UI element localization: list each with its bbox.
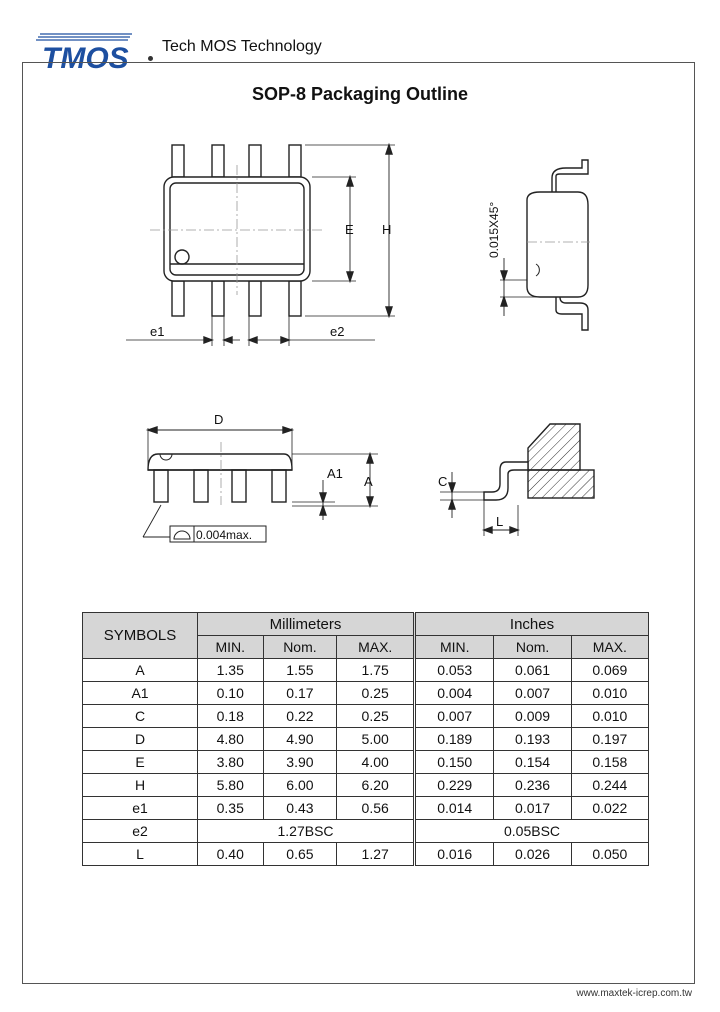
table-cell: 0.007 [415, 705, 494, 728]
label-E: E [345, 222, 354, 237]
sub-header: MIN. [198, 636, 264, 659]
table-cell: 1.35 [198, 659, 264, 682]
symbols-header: SYMBOLS [83, 613, 198, 659]
table-cell: 0.193 [494, 728, 571, 751]
label-e2: e2 [330, 324, 345, 339]
table-cell: 0.197 [571, 728, 648, 751]
company-name: Tech MOS Technology [162, 38, 322, 55]
table-cell: 5.00 [337, 728, 415, 751]
table-cell: 0.40 [198, 843, 264, 866]
end-view [500, 160, 590, 330]
label-chamfer: 0.015X45° [487, 201, 501, 258]
lead-detail [440, 424, 594, 536]
table-cell: 4.00 [337, 751, 415, 774]
table-row [83, 682, 649, 705]
top-view [126, 145, 395, 346]
label-D: D [214, 412, 224, 427]
table-cell: 0.022 [571, 797, 648, 820]
table-cell: 6.20 [337, 774, 415, 797]
table-cell: 4.90 [263, 728, 337, 751]
table-cell: 0.236 [494, 774, 571, 797]
table-cell: 0.25 [337, 705, 415, 728]
table-row [83, 751, 649, 774]
table-cell: 1.75 [337, 659, 415, 682]
table-cell: 0.229 [415, 774, 494, 797]
table-row [83, 728, 649, 751]
footer-url: www.maxtek-icrep.com.tw [576, 988, 692, 999]
table-cell: 0.004 [415, 682, 494, 705]
table-cell: 0.05BSC [415, 820, 649, 843]
table-cell: 0.25 [337, 682, 415, 705]
table-cell: 0.65 [263, 843, 337, 866]
label-L: L [496, 514, 504, 529]
table-cell: D [83, 728, 198, 751]
table-cell: E [83, 751, 198, 774]
table-row [83, 705, 649, 728]
label-A: A [364, 474, 373, 489]
table-cell: 0.017 [494, 797, 571, 820]
millimeters-header: Millimeters [198, 613, 415, 636]
table-cell: 0.17 [263, 682, 337, 705]
table-cell: 0.244 [571, 774, 648, 797]
table-cell: 0.026 [494, 843, 571, 866]
table-cell: 0.007 [494, 682, 571, 705]
table-cell: 0.56 [337, 797, 415, 820]
label-coplanarity: 0.004max. [196, 528, 253, 542]
table-cell: 0.010 [571, 705, 648, 728]
table-cell: 0.050 [571, 843, 648, 866]
table-row [83, 774, 649, 797]
dimension-table [82, 612, 649, 866]
sub-header: Nom. [494, 636, 571, 659]
label-A1: A1 [327, 466, 343, 481]
table-cell: 0.061 [494, 659, 571, 682]
table-cell: 0.053 [415, 659, 494, 682]
table-cell: 0.35 [198, 797, 264, 820]
table-cell: e2 [83, 820, 198, 843]
table-cell: 0.010 [571, 682, 648, 705]
table-cell: A [83, 659, 198, 682]
table-cell: 3.80 [198, 751, 264, 774]
label-H: H [382, 222, 392, 237]
table-row [83, 659, 649, 682]
table-cell: 0.150 [415, 751, 494, 774]
table-cell: 0.016 [415, 843, 494, 866]
table-cell: 0.189 [415, 728, 494, 751]
logo-text: TMOS [42, 42, 129, 74]
table-cell: 0.43 [263, 797, 337, 820]
sub-header: Nom. [263, 636, 337, 659]
table-cell: 0.18 [198, 705, 264, 728]
table-cell: 4.80 [198, 728, 264, 751]
sub-header: MAX. [337, 636, 415, 659]
table-cell: A1 [83, 682, 198, 705]
table-cell: 0.154 [494, 751, 571, 774]
label-e1: e1 [150, 324, 165, 339]
table-cell: 0.069 [571, 659, 648, 682]
table-cell: 0.009 [494, 705, 571, 728]
table-cell: 0.158 [571, 751, 648, 774]
table-cell: 1.55 [263, 659, 337, 682]
front-view [143, 427, 378, 542]
table-cell: e1 [83, 797, 198, 820]
table-row [83, 843, 649, 866]
table-cell: 6.00 [263, 774, 337, 797]
page-title: SOP-8 Packaging Outline [251, 84, 469, 104]
sub-header: MAX. [571, 636, 648, 659]
label-C: C [438, 474, 448, 489]
inches-header: Inches [415, 613, 649, 636]
table-cell: C [83, 705, 198, 728]
table-row [83, 820, 649, 843]
sub-header: MIN. [415, 636, 494, 659]
table-cell: 3.90 [263, 751, 337, 774]
table-row [83, 797, 649, 820]
table-cell: 0.014 [415, 797, 494, 820]
table-cell: 1.27 [337, 843, 415, 866]
table-cell: 5.80 [198, 774, 264, 797]
table-cell: 0.10 [198, 682, 264, 705]
table-cell: 1.27BSC [198, 820, 415, 843]
table-cell: 0.22 [263, 705, 337, 728]
table-cell: L [83, 843, 198, 866]
table-cell: H [83, 774, 198, 797]
